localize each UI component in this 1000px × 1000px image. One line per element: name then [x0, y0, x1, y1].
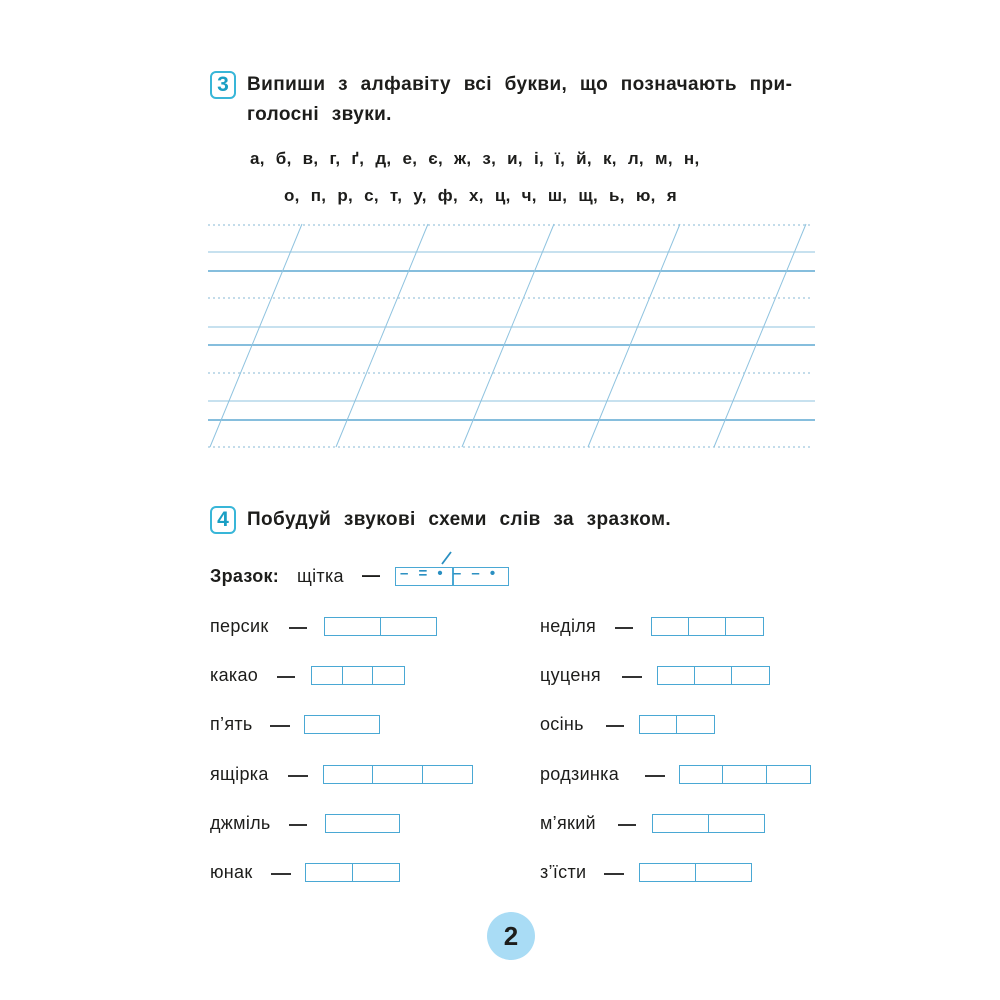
word-left-1: какао [210, 665, 259, 685]
word-dash [618, 824, 636, 826]
task-3-instruction-line2: голосні звуки. [247, 104, 392, 125]
alphabet-line-2: о, п, р, с, т, у, ф, х, ц, ч, ш, щ, ь, ю, я [284, 186, 677, 205]
word-dash [604, 873, 624, 875]
word-dash [288, 775, 308, 777]
syllable-cell[interactable] [325, 618, 381, 635]
syllable-cell[interactable] [381, 618, 437, 635]
word-dash [289, 627, 307, 629]
sound-scheme-boxes[interactable] [639, 715, 715, 734]
word-dash [277, 676, 295, 678]
word-right-4: м’який [540, 813, 596, 833]
sound-scheme-boxes[interactable] [652, 814, 765, 833]
word-left-2: п’ять [210, 714, 253, 734]
sound-scheme-boxes[interactable] [657, 666, 770, 685]
word-right-5: з’їсти [540, 862, 587, 882]
sample-scheme-symbols: – = • – – • [400, 565, 499, 582]
sound-scheme-boxes[interactable] [651, 617, 764, 636]
syllable-cell[interactable] [640, 864, 696, 881]
task-4-number-badge: 4 [210, 506, 236, 534]
syllable-cell[interactable] [305, 716, 379, 733]
word-dash [289, 824, 307, 826]
stress-mark-icon [438, 550, 454, 566]
syllable-cell[interactable] [343, 667, 374, 684]
syllable-cell[interactable] [653, 815, 709, 832]
word-dash [615, 627, 633, 629]
syllable-cell[interactable] [324, 766, 373, 783]
syllable-cell[interactable] [723, 766, 766, 783]
syllable-cell[interactable] [689, 618, 726, 635]
word-dash [270, 725, 290, 727]
syllable-cell[interactable] [306, 864, 353, 881]
syllable-cell[interactable] [640, 716, 677, 733]
sound-scheme-boxes[interactable] [639, 863, 752, 882]
sound-scheme-boxes[interactable] [305, 863, 400, 882]
syllable-cell[interactable] [732, 667, 769, 684]
syllable-cell[interactable] [680, 766, 723, 783]
syllable-cell[interactable] [373, 667, 404, 684]
word-right-2: осінь [540, 714, 584, 734]
word-right-1: цуценя [540, 665, 601, 685]
word-left-5: юнак [210, 862, 253, 882]
word-dash [645, 775, 665, 777]
syllable-cell[interactable] [373, 766, 422, 783]
syllable-cell[interactable] [696, 864, 752, 881]
task-3-number-badge: 3 [210, 71, 236, 99]
sound-scheme-boxes[interactable] [325, 814, 400, 833]
alphabet-line-1: а, б, в, г, ґ, д, е, є, ж, з, и, і, ї, й, к, л, м, н, [250, 149, 700, 168]
word-dash [606, 725, 624, 727]
word-right-3: родзинка [540, 764, 620, 784]
sound-scheme-boxes[interactable] [324, 617, 437, 636]
syllable-cell[interactable] [658, 667, 695, 684]
sample-scheme [395, 567, 509, 586]
word-dash [622, 676, 642, 678]
syllable-cell[interactable] [353, 864, 400, 881]
word-left-4: джміль [210, 813, 271, 833]
sound-scheme-boxes[interactable] [323, 765, 473, 784]
word-dash [271, 873, 291, 875]
word-left-3: ящірка [210, 764, 269, 784]
task-3-instruction-line1: Випиши з алфавіту всі букви, що позначають при- [247, 74, 793, 95]
task-4-instruction: Побудуй звукові схеми слів за зразком. [247, 509, 672, 530]
sound-scheme-boxes[interactable] [679, 765, 811, 784]
syllable-cell[interactable] [726, 618, 763, 635]
syllable-cell[interactable] [423, 766, 472, 783]
syllable-cell[interactable] [767, 766, 810, 783]
syllable-cell[interactable] [695, 667, 732, 684]
page-number: 2 [487, 912, 535, 960]
sample-dash: — [362, 565, 381, 585]
syllable-cell[interactable] [709, 815, 765, 832]
word-left-0: персик [210, 616, 269, 636]
syllable-cell[interactable] [312, 667, 343, 684]
syllable-cell[interactable] [677, 716, 714, 733]
word-right-0: неділя [540, 616, 597, 636]
sample-word: щітка [297, 566, 344, 586]
sound-scheme-boxes[interactable] [304, 715, 380, 734]
sound-scheme-boxes[interactable] [311, 666, 405, 685]
syllable-cell[interactable] [326, 815, 399, 832]
syllable-cell[interactable] [652, 618, 689, 635]
sample-label: Зразок: [210, 566, 280, 586]
